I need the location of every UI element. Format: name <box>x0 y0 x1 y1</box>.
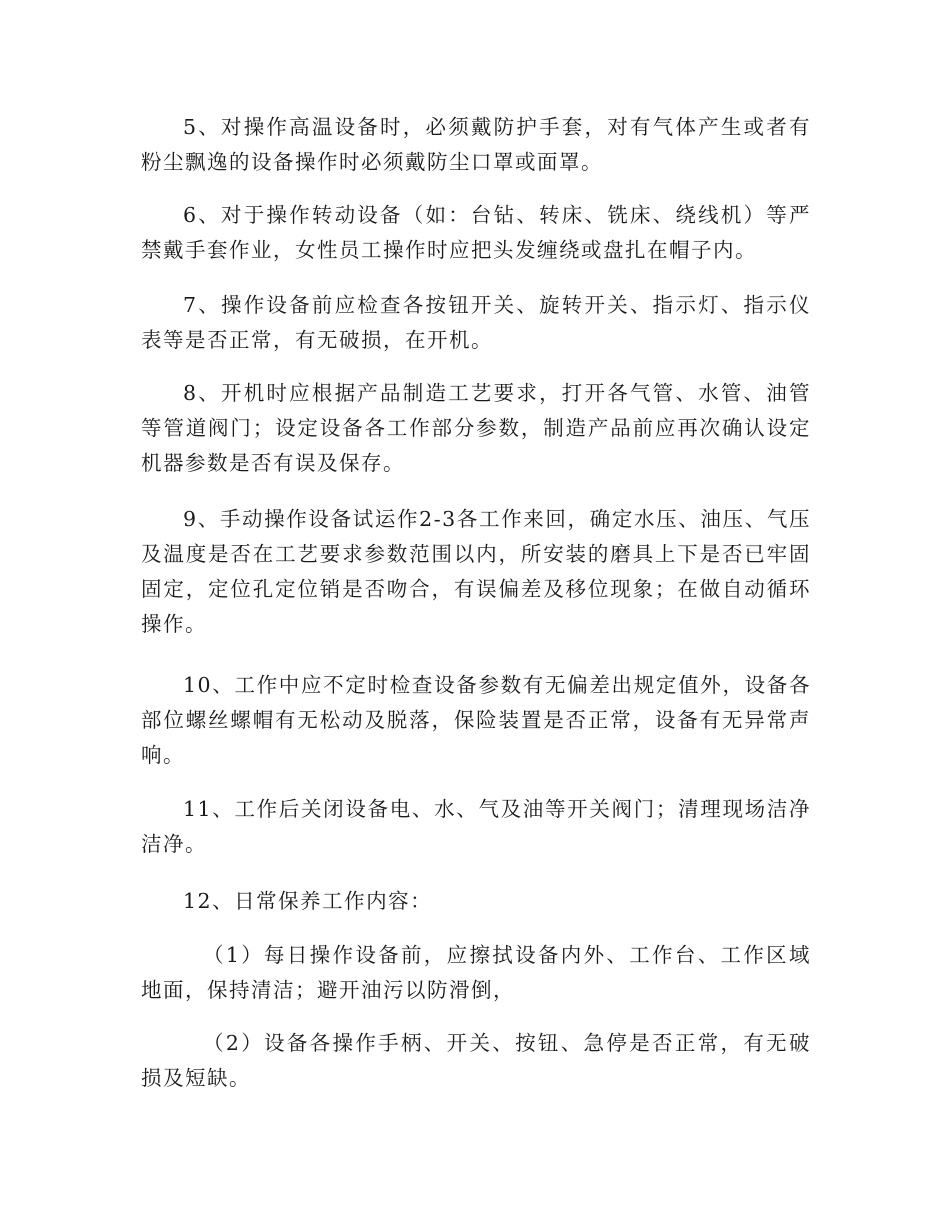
paragraph-12-2: （2）设备各操作手柄、开关、按钮、急停是否正常，有无破损及短缺。 <box>141 1031 811 1090</box>
paragraph-10: 10、工作中应不定时检查设备参数有无偏差出规定值外，设备各部位螺丝螺帽有无松动及脱落，保险装置是否正常，设备有无异常声响。 <box>141 673 811 767</box>
paragraph-5: 5、对操作高温设备时，必须戴防护手套，对有气体产生或者有粉尘飘逸的设备操作时必须戴防尘口罩或面罩。 <box>141 115 811 174</box>
paragraph-11: 11、工作后关闭设备电、水、气及油等开关阀门；清理现场洁净洁净。 <box>141 797 811 856</box>
paragraph-12-1: （1）每日操作设备前，应擦拭设备内外、工作台、工作区域地面，保持清洁；避开油污以防滑倒， <box>141 943 811 1002</box>
paragraph-7: 7、操作设备前应检查各按钮开关、旋转开关、指示灯、指示仪表等是否正常，有无破损，在开机。 <box>141 293 811 352</box>
paragraph-6: 6、对于操作转动设备（如：台钻、转床、铣床、绕线机）等严禁戴手套作业，女性员工操作时应把头发缠绕或盘扎在帽子内。 <box>141 203 811 262</box>
paragraph-8: 8、开机时应根据产品制造工艺要求，打开各气管、水管、油管等管道阀门；设定设备各工作部分参数，制造产品前应再次确认设定机器参数是否有误及保存。 <box>141 381 811 475</box>
paragraph-12: 12、日常保养工作内容： <box>183 889 433 913</box>
paragraph-9: 9、手动操作设备试运作2-3各工作来回，确定水压、油压、气压及温度是否在工艺要求参数范围以内，所安装的磨具上下是否已牢固固定，定位孔定位销是否吻合，有误偏差及移位现象；在做自动循环操作。 <box>141 507 811 636</box>
